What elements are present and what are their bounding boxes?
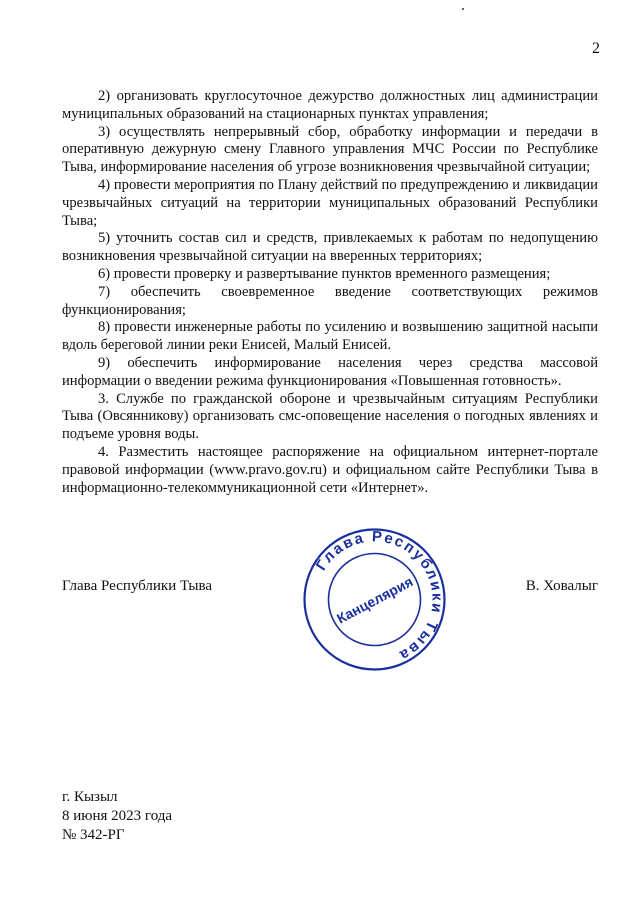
svg-text:Глава Республики Тыва: Глава Республики Тыва	[312, 528, 446, 665]
paragraph-item-4: 4) провести мероприятия по Плану действий по предупреждению и ликвидации чрезвычайных ситуаций на территории муниципальных образований Республики Тыва;	[62, 176, 598, 229]
footer-number: № 342-РГ	[62, 827, 125, 843]
paragraph-item-9: 9) обеспечить информирование населения через средства массовой информации о введении режима функционирования «Повышенная готовность».	[62, 354, 598, 389]
footer-city: г. Кызыл	[62, 789, 118, 805]
paragraph-item-3: 3) осуществлять непрерывный сбор, обработку информации и передачи в оперативную дежурную смену Главного управления МЧС России по Республике Тыва, информирование населения об угрозе возникновения чрезвычайной ситуации;	[62, 123, 598, 176]
paragraph-section-3: 3. Службе по гражданской обороне и чрезвычайным ситуациям Республики Тыва (Овсянникову) организовать смс-оповещение населения о погодных явлениях и подъеме уровня воды.	[62, 390, 598, 443]
paragraph-section-4: 4. Разместить настоящее распоряжение на официальном интернет-портале правовой информации (www.pravo.gov.ru) и официальном сайте Республики Тыва в информационно-телекоммуникационной сети «Интернет».	[62, 443, 598, 496]
svg-text:Канцелярия: Канцелярия	[334, 573, 416, 627]
paragraph-item-5: 5) уточнить состав сил и средств, привлекаемых к работам по недопущению возникновения чрезвычайной ситуации на вверенных территориях;	[62, 230, 598, 265]
stamp-seal-icon	[302, 527, 447, 672]
footer-date: 8 июня 2023 года	[62, 808, 173, 824]
official-stamp	[302, 527, 447, 672]
document-footer	[62, 788, 172, 845]
document-body	[62, 88, 598, 497]
page-number: 2	[592, 40, 600, 57]
signatory-name: В. Ховалыг	[525, 578, 598, 594]
paragraph-item-8: 8) провести инженерные работы по усилению и возвышению защитной насыпи вдоль береговой линии реки Енисей, Малый Енисей.	[62, 319, 598, 354]
paragraph-item-7: 7) обеспечить своевременное введение соответствующих режимов функционирования;	[62, 283, 598, 318]
signatory-position: Глава Республики Тыва	[62, 578, 213, 594]
paragraph-item-6: 6) провести проверку и развертывание пунктов временного размещения;	[98, 265, 551, 282]
scan-speck	[462, 8, 464, 10]
paragraph-item-2: 2) организовать круглосуточное дежурство должностных лиц администрации муниципальных образований на стационарных пунктах управления;	[62, 88, 598, 122]
